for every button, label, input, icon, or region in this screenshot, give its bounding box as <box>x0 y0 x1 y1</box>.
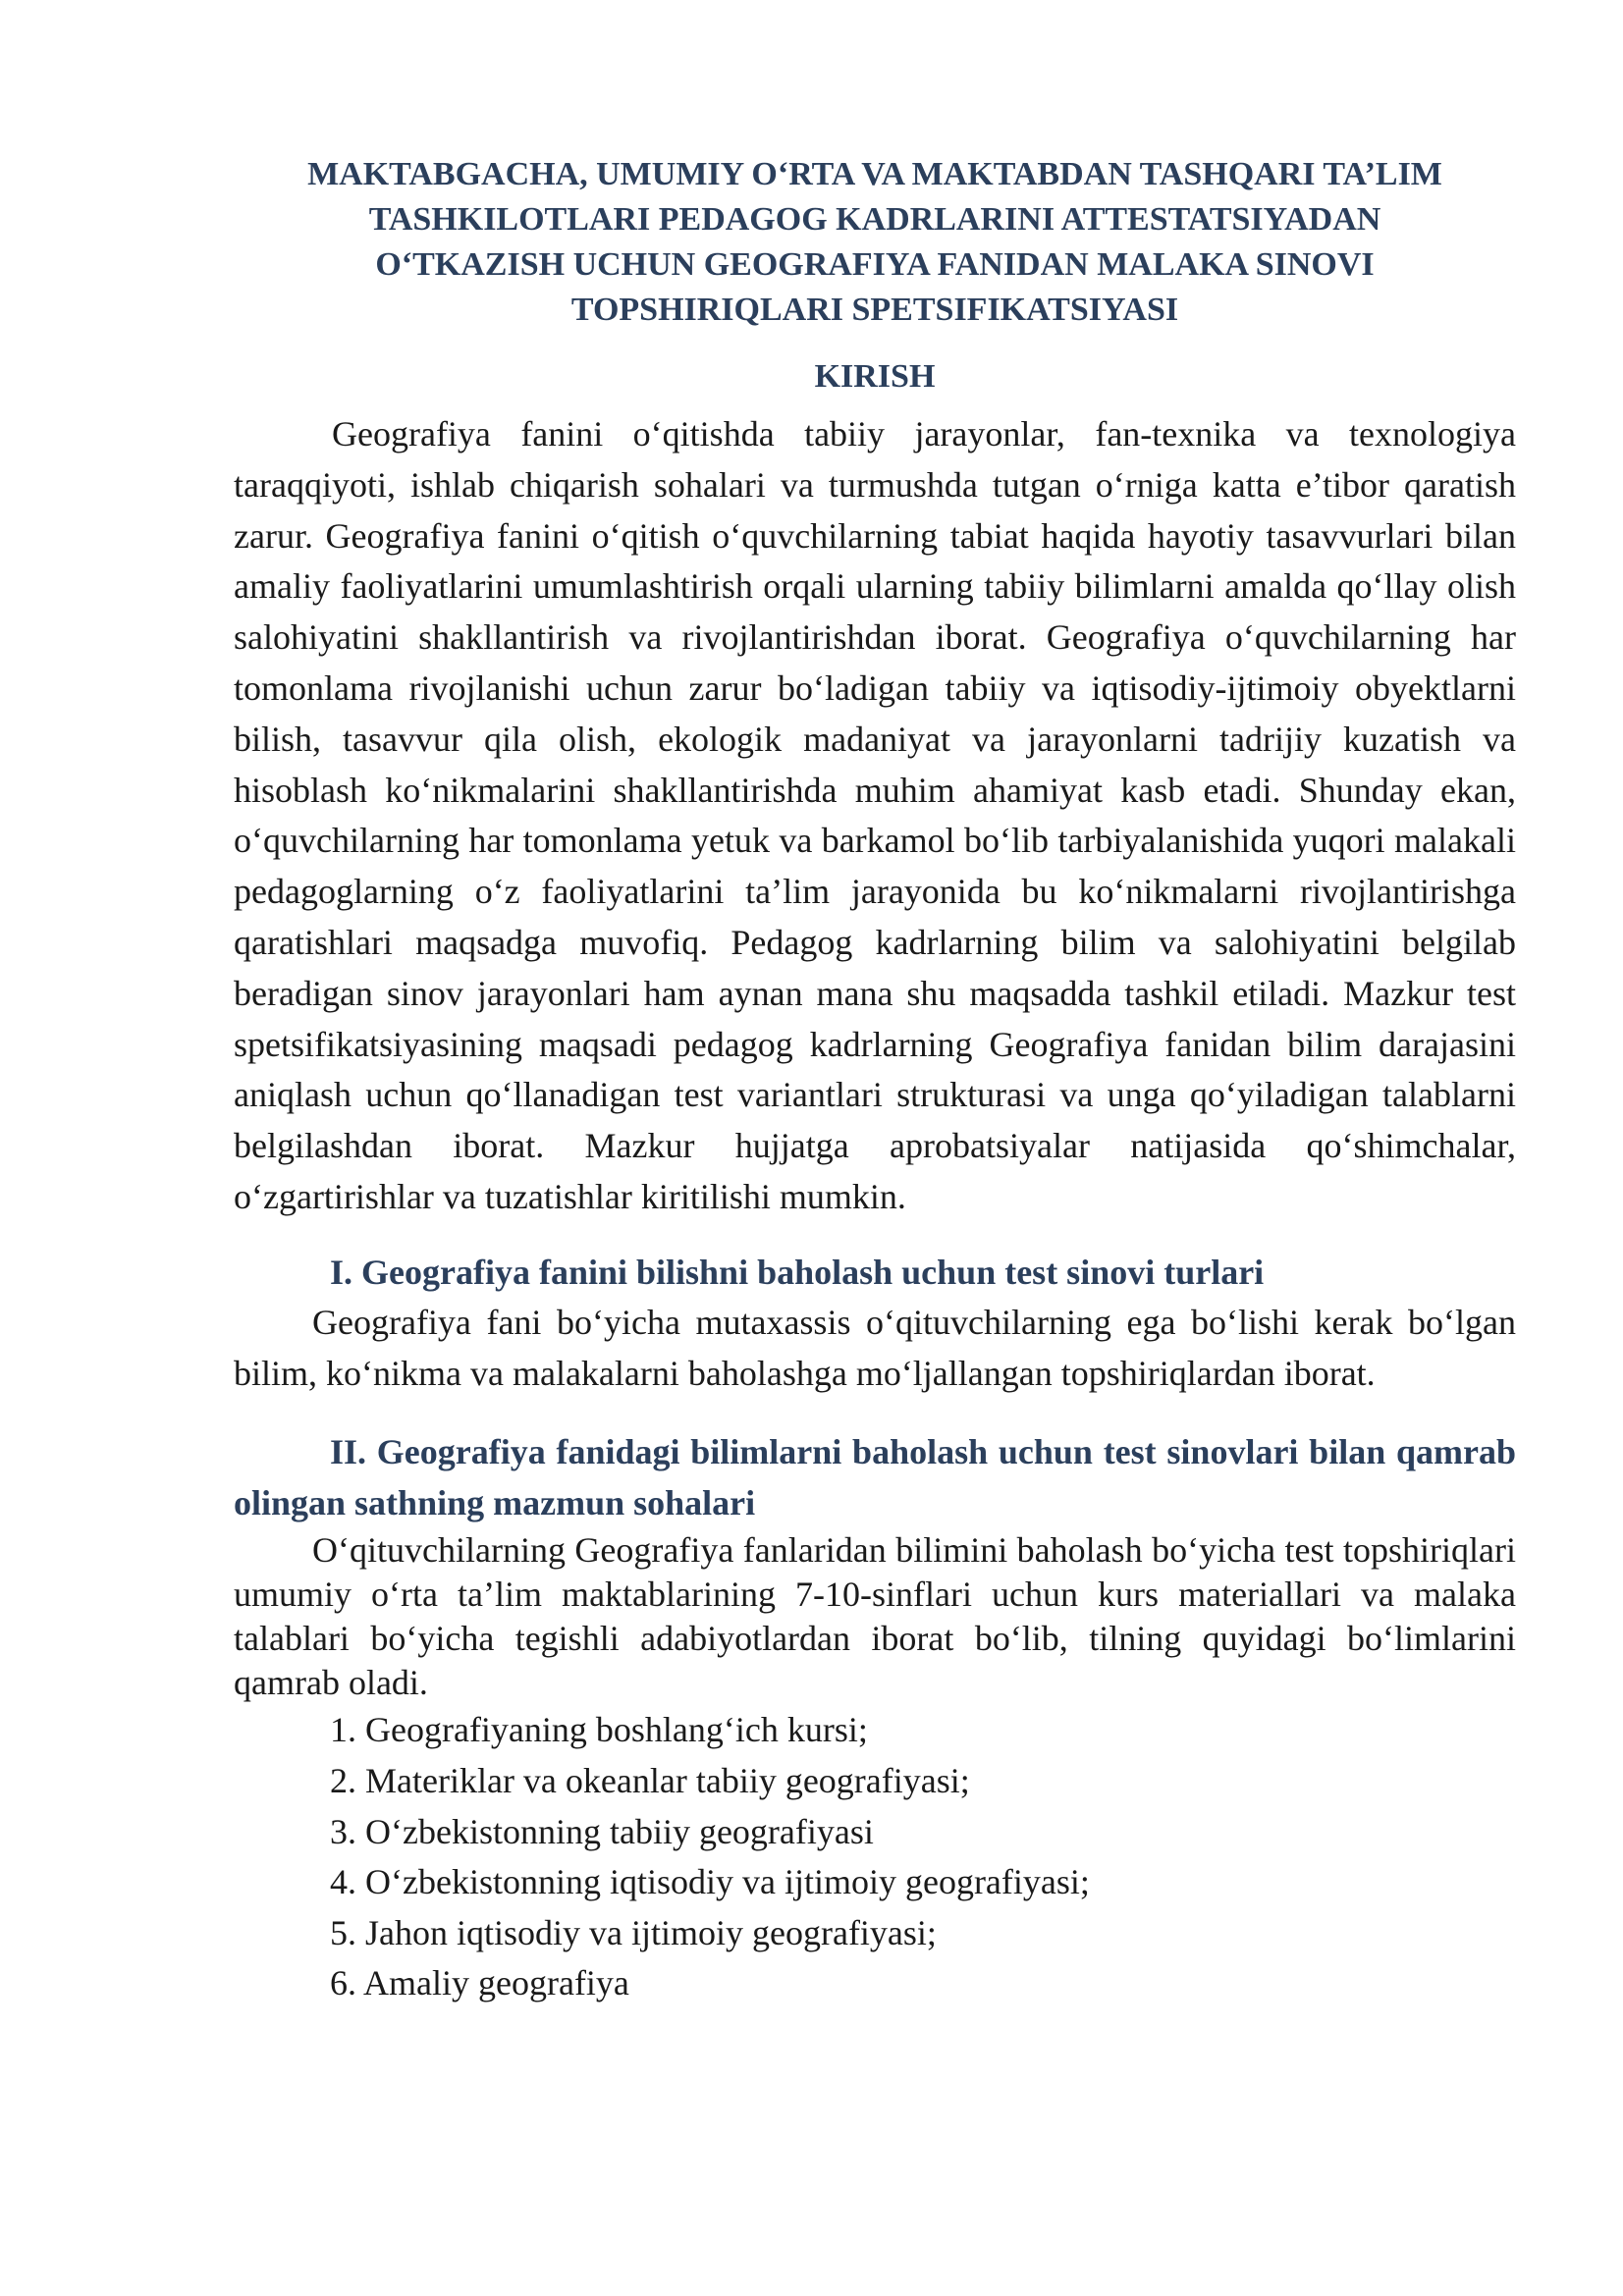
list-item: 6. Amaliy geografiya <box>330 1963 629 2003</box>
list-item: 1. Geografiyaning boshlang‘ich kursi; <box>330 1710 868 1750</box>
document-title <box>234 152 1516 333</box>
section-1-heading: I. Geografiya fanini bilishni baholash uchun test sinovi turlari <box>330 1252 1265 1292</box>
section-2-heading: II. Geografiya fanidagi bilimlarni baholash uchun test sinovlari bilan qamrab olingan sathning mazmun sohalari <box>234 1432 1516 1523</box>
title-line: MAKTABGACHA, UMUMIY O‘RTA VA MAKTABDAN TASHQARI TA’LIM <box>307 156 1442 192</box>
title-line: TASHKILOTLARI PEDAGOG KADRLARINI ATTESTATSIYADAN <box>368 201 1381 238</box>
list-item: 5. Jahon iqtisodiy va ijtimoiy geografiyasi; <box>330 1912 937 1952</box>
title-line: TOPSHIRIQLARI SPETSIFIKATSIYASI <box>570 292 1179 328</box>
intro-heading: KIRISH <box>814 358 936 395</box>
section-2-paragraph: O‘qituvchilarning Geografiya fanlaridan bilimini baholash bo‘yicha test topshiriqlari umumiy o‘rta ta’lim maktablarining 7-10-sinflari uchun kurs materiallari va malaka talablari bo‘yicha tegishli adabiyotlardan iborat bo‘lib, tilning quyidagi bo‘limlarini qamrab oladi. <box>234 1530 1516 1703</box>
document-page <box>234 152 1516 2009</box>
intro-paragraph: Geografiya fanini o‘qitishda tabiiy jarayonlar, fan-texnika va texnologiya taraqqiyoti, ishlab chiqarish sohalari va turmushda tutgan o‘rniga katta e’tibor qaratish zarur. Geografiya fanini o‘qitish o‘quvchilarning tabiat haqida hayotiy tasavvurlari bilan amaliy faoliyatlarini umumlashtirish orqali ularning tabiiy bilimlarni amalda qo‘llay olish salohiyatini shakllantirish va rivojlantirishdan iborat. Geografiya o‘quvchilarning har tomonlama rivojlanishi uchun zarur bo‘ladigan tabiiy va iqtisodiy-ijtimoiy obyektlarni bilish, tasavvur qila olish, ekologik madaniyat va jarayonlarni tadrijiy kuzatish va hisoblash ko‘nikmalarini shakllantirishda muhim ahamiyat kasb etadi. Shunday ekan, o‘quvchilarning har tomonlama yetuk va barkamol bo‘lib tarbiyalanishida yuqori malakali pedagoglarning o‘z faoliyatlarini ta’lim jarayonida bu ko‘nikmalarni rivojlantirishga qaratishlari maqsadga muvofiq. Pedagog kadrlarning bilim va salohiyatini belgilab beradigan sinov jarayonlari ham aynan mana shu maqsadda tashkil etiladi. Mazkur test spetsifikatsiyasining maqsadi pedagog kadrlarning Geografiya fanidan bilim darajasini aniqlash uchun qo‘llanadigan test variantlari strukturasi va unga qo‘yiladigan talablarni belgilashdan iborat. Mazkur hujjatga aprobatsiyalar natijasida qo‘shimchalar, o‘zgartirishlar va tuzatishlar kiritilishi mumkin. <box>234 414 1516 1216</box>
list-item: 4. O‘zbekistonning iqtisodiy va ijtimoiy geografiyasi; <box>330 1862 1090 1902</box>
title-line: O‘TKAZISH UCHUN GEOGRAFIYA FANIDAN MALAKA SINOVI <box>375 246 1375 283</box>
list-item: 2. Materiklar va okeanlar tabiiy geografiyasi; <box>330 1760 970 1800</box>
section-1-paragraph: Geografiya fani bo‘yicha mutaxassis o‘qituvchilarning ega bo‘lishi kerak bo‘lgan bilim, ko‘nikma va malakalarni baholashga mo‘ljallangan topshiriqlardan iborat. <box>234 1302 1516 1393</box>
content-areas-list <box>234 1705 1516 2009</box>
list-item: 3. O‘zbekistonning tabiiy geografiyasi <box>330 1811 874 1851</box>
